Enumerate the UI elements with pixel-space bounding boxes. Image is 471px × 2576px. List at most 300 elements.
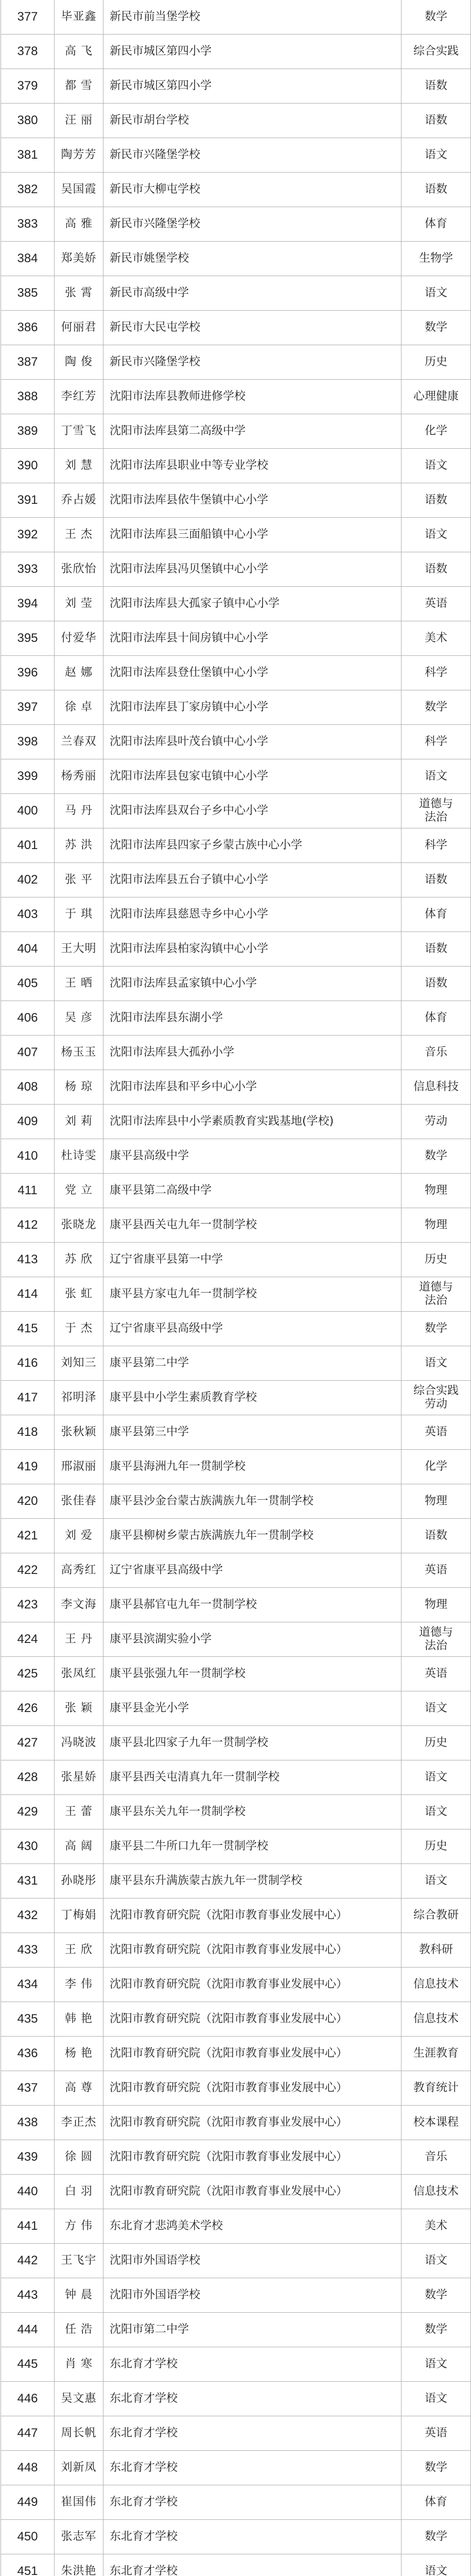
teacher-name: 张晓龙 (55, 1208, 103, 1243)
teacher-name: 郑美娇 (55, 242, 103, 276)
school-name: 新民市胡台学校 (103, 104, 402, 138)
table-row (1, 242, 471, 276)
teacher-name: 钟 晨 (55, 2278, 103, 2313)
row-number: 383 (1, 207, 55, 242)
row-number: 441 (1, 2209, 55, 2244)
teacher-name: 王 杰 (55, 518, 103, 552)
subject: 数学 (402, 2278, 471, 2313)
school-name: 东北育才学校 (103, 2485, 402, 2520)
table-row (1, 0, 471, 35)
school-name: 康平县方家屯九年一贯制学校 (103, 1277, 402, 1312)
table-row (1, 656, 471, 690)
row-number: 449 (1, 2485, 55, 2520)
teacher-name: 杨秀丽 (55, 759, 103, 794)
school-name: 沈阳市法库县丁家房镇中心小学 (103, 690, 402, 725)
row-number: 391 (1, 483, 55, 518)
table-row (1, 1691, 471, 1726)
row-number: 429 (1, 1795, 55, 1829)
teacher-name: 张佳春 (55, 1484, 103, 1519)
teacher-name: 韩 艳 (55, 2002, 103, 2037)
row-number: 443 (1, 2278, 55, 2313)
table-row (1, 1864, 471, 1899)
school-name: 沈阳市法库县东湖小学 (103, 1001, 402, 1036)
teacher-name: 李 伟 (55, 1968, 103, 2002)
teacher-name: 刘 爱 (55, 1519, 103, 1553)
school-name: 沈阳市法库县第二高级中学 (103, 414, 402, 449)
subject: 科学 (402, 656, 471, 690)
subject: 物理 (402, 1588, 471, 1622)
table-row (1, 276, 471, 311)
table-row (1, 483, 471, 518)
row-number: 403 (1, 897, 55, 932)
row-number: 430 (1, 1829, 55, 1864)
row-number: 385 (1, 276, 55, 311)
table-row (1, 1346, 471, 1381)
school-name: 沈阳市法库县登仕堡镇中心小学 (103, 656, 402, 690)
table-row (1, 2106, 471, 2140)
teacher-name: 张星娇 (55, 1760, 103, 1795)
school-name: 沈阳市教育研究院（沈阳市教育事业发展中心） (103, 2002, 402, 2037)
school-name: 东北育才悲鸿美术学校 (103, 2209, 402, 2244)
teacher-name: 马 丹 (55, 794, 103, 828)
teacher-name: 方 伟 (55, 2209, 103, 2244)
subject: 化学 (402, 414, 471, 449)
school-name: 沈阳市法库县五台子镇中心小学 (103, 863, 402, 897)
teacher-name: 李文海 (55, 1588, 103, 1622)
row-number: 446 (1, 2382, 55, 2416)
teacher-name: 张 平 (55, 863, 103, 897)
row-number: 413 (1, 1243, 55, 1277)
table-row (1, 414, 471, 449)
subject: 语文 (402, 449, 471, 483)
subject: 语数 (402, 863, 471, 897)
row-number: 448 (1, 2451, 55, 2485)
row-number: 432 (1, 1899, 55, 1933)
table-row (1, 1968, 471, 2002)
teacher-name: 吴 彦 (55, 1001, 103, 1036)
subject: 语文 (402, 276, 471, 311)
teacher-name: 崔国伟 (55, 2485, 103, 2520)
teacher-name: 王大明 (55, 932, 103, 967)
subject: 信息科技 (402, 1070, 471, 1105)
subject: 数学 (402, 2451, 471, 2485)
school-name: 沈阳市教育研究院（沈阳市教育事业发展中心） (103, 2071, 402, 2106)
subject: 历史 (402, 1243, 471, 1277)
table-row (1, 138, 471, 173)
subject: 物理 (402, 1484, 471, 1519)
row-number: 425 (1, 1657, 55, 1691)
table-row (1, 2140, 471, 2175)
teacher-name: 都 雪 (55, 69, 103, 104)
row-number: 433 (1, 1933, 55, 1968)
table-row (1, 1760, 471, 1795)
table-row (1, 2554, 471, 2576)
school-name: 沈阳市教育研究院（沈阳市教育事业发展中心） (103, 2037, 402, 2071)
teacher-name: 赵 娜 (55, 656, 103, 690)
teacher-name: 丁梅娟 (55, 1899, 103, 1933)
table-row (1, 311, 471, 345)
table-row (1, 173, 471, 207)
subject: 语文 (402, 518, 471, 552)
row-number: 406 (1, 1001, 55, 1036)
teacher-name: 杨 艳 (55, 2037, 103, 2071)
school-name: 辽宁省康平县第一中学 (103, 1243, 402, 1277)
school-name: 康平县第二中学 (103, 1346, 402, 1381)
teacher-name: 张 颖 (55, 1691, 103, 1726)
school-name: 康平县金光小学 (103, 1691, 402, 1726)
table-row (1, 1726, 471, 1760)
subject: 综合教研 (402, 1899, 471, 1933)
table-row (1, 828, 471, 863)
table-row (1, 1070, 471, 1105)
table-row (1, 1036, 471, 1070)
row-number: 436 (1, 2037, 55, 2071)
subject: 体育 (402, 207, 471, 242)
teacher-name: 王 晒 (55, 967, 103, 1001)
school-name: 沈阳市法库县四家子乡蒙古族中心小学 (103, 828, 402, 863)
subject: 科学 (402, 725, 471, 759)
row-number: 386 (1, 311, 55, 345)
teacher-name: 孙晓彤 (55, 1864, 103, 1899)
school-name: 沈阳市法库县三面船镇中心小学 (103, 518, 402, 552)
teacher-name: 吴国霞 (55, 173, 103, 207)
table-row (1, 2520, 471, 2554)
subject: 数学 (402, 0, 471, 35)
subject: 科学 (402, 828, 471, 863)
school-name: 东北育才学校 (103, 2520, 402, 2554)
school-name: 东北育才学校 (103, 2554, 402, 2576)
table-row (1, 2071, 471, 2106)
teacher-name: 高 阔 (55, 1829, 103, 1864)
school-name: 沈阳市教育研究院（沈阳市教育事业发展中心） (103, 1968, 402, 2002)
table-row (1, 725, 471, 759)
row-number: 402 (1, 863, 55, 897)
subject: 语数 (402, 552, 471, 587)
teacher-name: 徐 卓 (55, 690, 103, 725)
school-name: 康平县北四家子九年一贯制学校 (103, 1726, 402, 1760)
table-row (1, 1933, 471, 1968)
row-number: 381 (1, 138, 55, 173)
subject: 语数 (402, 69, 471, 104)
subject: 语数 (402, 104, 471, 138)
teacher-name: 兰春双 (55, 725, 103, 759)
teacher-name: 乔占媛 (55, 483, 103, 518)
teacher-name: 朱洪艳 (55, 2554, 103, 2576)
table-row (1, 2175, 471, 2209)
school-name: 新民市兴隆堡学校 (103, 345, 402, 380)
subject: 英语 (402, 1415, 471, 1450)
teacher-name: 张 霄 (55, 276, 103, 311)
teacher-name: 刘 莉 (55, 1105, 103, 1139)
subject: 历史 (402, 1829, 471, 1864)
row-number: 398 (1, 725, 55, 759)
table-row (1, 1899, 471, 1933)
row-number: 422 (1, 1553, 55, 1588)
table-body (1, 0, 471, 2576)
row-number: 399 (1, 759, 55, 794)
school-name: 康平县第三中学 (103, 1415, 402, 1450)
school-name: 东北育才学校 (103, 2416, 402, 2451)
subject: 语文 (402, 2382, 471, 2416)
table-row (1, 1553, 471, 1588)
row-number: 426 (1, 1691, 55, 1726)
row-number: 435 (1, 2002, 55, 2037)
table-row (1, 69, 471, 104)
school-name: 沈阳市法库县大孤家子镇中心小学 (103, 587, 402, 621)
teacher-name: 王 蕾 (55, 1795, 103, 1829)
school-name: 新民市大民屯学校 (103, 311, 402, 345)
table-row (1, 345, 471, 380)
row-number: 431 (1, 1864, 55, 1899)
subject: 信息技术 (402, 2175, 471, 2209)
school-name: 康平县西关屯九年一贯制学校 (103, 1208, 402, 1243)
teacher-name: 高 尊 (55, 2071, 103, 2106)
subject: 语文 (402, 138, 471, 173)
school-name: 康平县高级中学 (103, 1139, 402, 1174)
subject: 语文 (402, 2554, 471, 2576)
teacher-name: 吴文惠 (55, 2382, 103, 2416)
table-row (1, 932, 471, 967)
teacher-name: 刘 莹 (55, 587, 103, 621)
teacher-name: 李红芳 (55, 380, 103, 414)
table-row (1, 1277, 471, 1312)
teacher-name: 肖 寒 (55, 2347, 103, 2382)
table-row (1, 794, 471, 828)
subject: 语数 (402, 967, 471, 1001)
teacher-name: 王 欣 (55, 1933, 103, 1968)
teacher-name: 祁明泽 (55, 1381, 103, 1415)
table-row (1, 1484, 471, 1519)
school-name: 沈阳市外国语学校 (103, 2244, 402, 2278)
table-row (1, 2451, 471, 2485)
school-name: 沈阳市法库县柏家沟镇中心小学 (103, 932, 402, 967)
school-name: 新民市城区第四小学 (103, 69, 402, 104)
school-name: 康平县张强九年一贯制学校 (103, 1657, 402, 1691)
teacher-name: 陶芳芳 (55, 138, 103, 173)
row-number: 387 (1, 345, 55, 380)
school-name: 沈阳市教育研究院（沈阳市教育事业发展中心） (103, 2140, 402, 2175)
school-name: 康平县东关九年一贯制学校 (103, 1795, 402, 1829)
school-name: 康平县海洲九年一贯制学校 (103, 1450, 402, 1484)
school-name: 沈阳市教育研究院（沈阳市教育事业发展中心） (103, 2175, 402, 2209)
school-name: 康平县西关屯清真九年一贯制学校 (103, 1760, 402, 1795)
school-name: 东北育才学校 (103, 2451, 402, 2485)
subject: 信息技术 (402, 1968, 471, 2002)
row-number: 397 (1, 690, 55, 725)
school-name: 沈阳市法库县中小学素质教育实践基地(学校) (103, 1105, 402, 1139)
subject: 英语 (402, 2416, 471, 2451)
subject: 数学 (402, 2313, 471, 2347)
table-row (1, 2002, 471, 2037)
row-number: 450 (1, 2520, 55, 2554)
school-name: 沈阳市教育研究院（沈阳市教育事业发展中心） (103, 1899, 402, 1933)
table-row (1, 1450, 471, 1484)
school-name: 沈阳市教育研究院（沈阳市教育事业发展中心） (103, 2106, 402, 2140)
table-row (1, 1588, 471, 1622)
table-row (1, 1174, 471, 1208)
table-row (1, 2278, 471, 2313)
row-number: 411 (1, 1174, 55, 1208)
row-number: 396 (1, 656, 55, 690)
school-name: 沈阳市第二中学 (103, 2313, 402, 2347)
row-number: 447 (1, 2416, 55, 2451)
subject: 语文 (402, 1864, 471, 1899)
school-name: 东北育才学校 (103, 2347, 402, 2382)
table-row (1, 35, 471, 69)
school-name: 沈阳市教育研究院（沈阳市教育事业发展中心） (103, 1933, 402, 1968)
subject: 语文 (402, 1760, 471, 1795)
table-row (1, 1243, 471, 1277)
table-row (1, 552, 471, 587)
row-number: 410 (1, 1139, 55, 1174)
subject: 道德与 法治 (402, 1277, 471, 1312)
row-number: 377 (1, 0, 55, 35)
teacher-name: 高 雅 (55, 207, 103, 242)
subject: 数学 (402, 690, 471, 725)
school-name: 康平县郝官屯九年一贯制学校 (103, 1588, 402, 1622)
row-number: 421 (1, 1519, 55, 1553)
teacher-name: 刘新凤 (55, 2451, 103, 2485)
table-row (1, 587, 471, 621)
school-name: 沈阳市法库县孟家镇中心小学 (103, 967, 402, 1001)
teacher-name: 冯晓波 (55, 1726, 103, 1760)
subject: 教科研 (402, 1933, 471, 1968)
row-number: 437 (1, 2071, 55, 2106)
table-row (1, 2485, 471, 2520)
row-number: 409 (1, 1105, 55, 1139)
row-number: 384 (1, 242, 55, 276)
table-row (1, 897, 471, 932)
subject: 英语 (402, 587, 471, 621)
school-name: 新民市兴隆堡学校 (103, 207, 402, 242)
row-number: 412 (1, 1208, 55, 1243)
row-number: 390 (1, 449, 55, 483)
school-name: 沈阳市法库县慈恩寺乡中心小学 (103, 897, 402, 932)
subject: 历史 (402, 345, 471, 380)
row-number: 434 (1, 1968, 55, 2002)
teacher-list-table (1, 0, 471, 2576)
row-number: 424 (1, 1622, 55, 1657)
teacher-name: 张欣怡 (55, 552, 103, 587)
row-number: 427 (1, 1726, 55, 1760)
teacher-name: 高 飞 (55, 35, 103, 69)
teacher-name: 徐 圆 (55, 2140, 103, 2175)
teacher-name: 白 羽 (55, 2175, 103, 2209)
row-number: 394 (1, 587, 55, 621)
teacher-name: 任 浩 (55, 2313, 103, 2347)
row-number: 438 (1, 2106, 55, 2140)
teacher-name: 李正杰 (55, 2106, 103, 2140)
school-name: 沈阳市法库县叶茂台镇中心小学 (103, 725, 402, 759)
row-number: 445 (1, 2347, 55, 2382)
subject: 道德与 法治 (402, 1622, 471, 1657)
subject: 音乐 (402, 1036, 471, 1070)
school-name: 沈阳市法库县包家屯镇中心小学 (103, 759, 402, 794)
teacher-name: 周长帆 (55, 2416, 103, 2451)
table-row (1, 967, 471, 1001)
row-number: 388 (1, 380, 55, 414)
table-row (1, 1622, 471, 1657)
teacher-name: 张志军 (55, 2520, 103, 2554)
school-name: 康平县柳树乡蒙古族满族九年一贯制学校 (103, 1519, 402, 1553)
table-row (1, 518, 471, 552)
row-number: 414 (1, 1277, 55, 1312)
subject: 语数 (402, 932, 471, 967)
table-row (1, 449, 471, 483)
subject: 语数 (402, 1519, 471, 1553)
row-number: 415 (1, 1312, 55, 1346)
school-name: 新民市高级中学 (103, 276, 402, 311)
teacher-name: 苏 洪 (55, 828, 103, 863)
school-name: 康平县东升满族蒙古族九年一贯制学校 (103, 1864, 402, 1899)
subject: 英语 (402, 1657, 471, 1691)
teacher-name: 张秋颖 (55, 1415, 103, 1450)
school-name: 新民市姚堡学校 (103, 242, 402, 276)
teacher-name: 刘 慧 (55, 449, 103, 483)
row-number: 407 (1, 1036, 55, 1070)
subject: 语文 (402, 2244, 471, 2278)
school-name: 沈阳市外国语学校 (103, 2278, 402, 2313)
subject: 体育 (402, 897, 471, 932)
teacher-name: 杨 琼 (55, 1070, 103, 1105)
teacher-name: 刘知三 (55, 1346, 103, 1381)
subject: 语数 (402, 173, 471, 207)
subject: 美术 (402, 621, 471, 656)
table-row (1, 2382, 471, 2416)
row-number: 416 (1, 1346, 55, 1381)
table-row (1, 1829, 471, 1864)
teacher-name: 陶 俊 (55, 345, 103, 380)
row-number: 405 (1, 967, 55, 1001)
teacher-name: 何丽君 (55, 311, 103, 345)
row-number: 379 (1, 69, 55, 104)
row-number: 404 (1, 932, 55, 967)
subject: 语文 (402, 1795, 471, 1829)
school-name: 沈阳市法库县双台子乡中心小学 (103, 794, 402, 828)
subject: 劳动 (402, 1105, 471, 1139)
teacher-name: 付爱华 (55, 621, 103, 656)
school-name: 东北育才学校 (103, 2382, 402, 2416)
table-row (1, 1415, 471, 1450)
school-name: 康平县滨湖实验小学 (103, 1622, 402, 1657)
row-number: 440 (1, 2175, 55, 2209)
teacher-name: 张凤红 (55, 1657, 103, 1691)
subject: 英语 (402, 1553, 471, 1588)
subject: 语文 (402, 2347, 471, 2382)
row-number: 395 (1, 621, 55, 656)
school-name: 沈阳市法库县十间房镇中心小学 (103, 621, 402, 656)
teacher-name: 杜诗雯 (55, 1139, 103, 1174)
teacher-name: 于 杰 (55, 1312, 103, 1346)
row-number: 420 (1, 1484, 55, 1519)
row-number: 378 (1, 35, 55, 69)
subject: 数学 (402, 311, 471, 345)
row-number: 408 (1, 1070, 55, 1105)
teacher-name: 王 丹 (55, 1622, 103, 1657)
school-name: 沈阳市法库县冯贝堡镇中心小学 (103, 552, 402, 587)
table-row (1, 1208, 471, 1243)
table-row (1, 690, 471, 725)
school-name: 康平县沙金台蒙古族满族九年一贯制学校 (103, 1484, 402, 1519)
row-number: 417 (1, 1381, 55, 1415)
school-name: 新民市前当堡学校 (103, 0, 402, 35)
table-row (1, 621, 471, 656)
teacher-name: 高秀红 (55, 1553, 103, 1588)
subject: 心理健康 (402, 380, 471, 414)
subject: 数学 (402, 2520, 471, 2554)
teacher-name: 王飞宇 (55, 2244, 103, 2278)
subject: 综合实践 劳动 (402, 1381, 471, 1415)
